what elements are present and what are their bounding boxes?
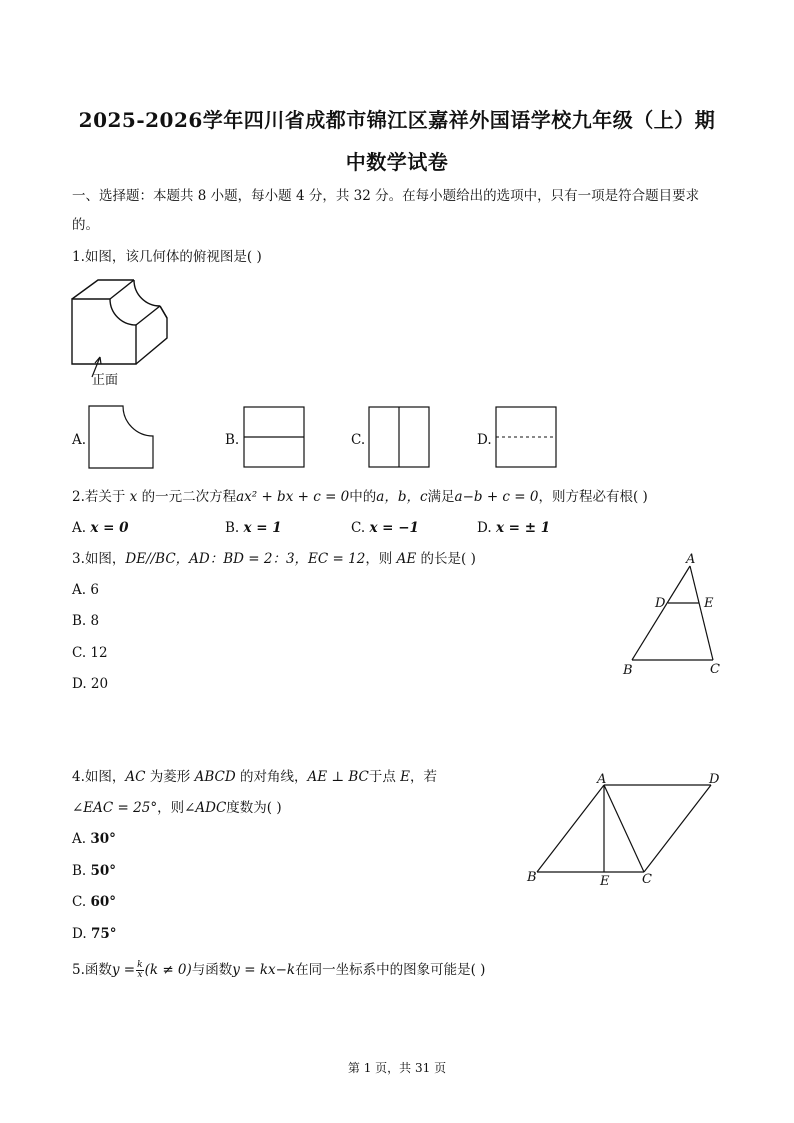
q4-point-e: E xyxy=(400,769,410,785)
q2-mid1: 的一元二次方程 xyxy=(137,489,237,505)
q4-side-ab xyxy=(537,785,604,872)
q4-stem-line1 xyxy=(72,767,437,787)
q4-ac: AC xyxy=(125,769,146,785)
q5-func1-condition: (k ≠ 0) xyxy=(144,962,192,978)
q3-triangle-figure xyxy=(615,548,735,683)
q1-option-b-figure[interactable] xyxy=(243,406,305,468)
q1-option-c-figure[interactable] xyxy=(368,406,430,468)
q4-option-b-label: B. xyxy=(72,863,87,879)
q3-label-a: A xyxy=(686,552,696,567)
q4-perp: AE ⊥ BC xyxy=(307,769,369,785)
q2-equation1: ax² + bx + c = 0 xyxy=(236,489,350,505)
q3-option-d[interactable]: D. 20 xyxy=(72,676,109,692)
q5-stem xyxy=(72,960,485,984)
q2-option-b[interactable] xyxy=(225,518,282,538)
q4-angle-adc: ∠ADC xyxy=(184,800,227,816)
q4-mid: 为菱形 xyxy=(145,769,195,785)
page-title-line1: 2025-2026学年四川省成都市锦江区嘉祥外国语学校九年级（上）期 xyxy=(78,108,716,132)
q3-ae: AE xyxy=(396,551,417,567)
q3-side-ac xyxy=(690,566,713,660)
q3-suffix: 的长是( ) xyxy=(416,551,476,567)
q4-option-a-label: A. xyxy=(72,831,87,847)
q4-label-a: A xyxy=(597,772,607,787)
q4-line2-suffix: 度数为( ) xyxy=(226,800,282,816)
q5-suffix: 在同一坐标系中的图象可能是( ) xyxy=(295,962,486,978)
q1-option-a-label[interactable]: A. xyxy=(72,432,87,448)
q2-equation2: a−b + c = 0 xyxy=(454,489,539,505)
q5-func2: y = kx−k xyxy=(232,962,296,978)
q3-side-ab xyxy=(632,566,690,660)
q3-label-c: C xyxy=(710,662,720,677)
q4-option-a[interactable] xyxy=(72,829,116,849)
q2-option-d[interactable] xyxy=(477,518,550,538)
q1-front-label: 正面 xyxy=(92,373,119,388)
q3-mid: ，则 xyxy=(365,551,397,567)
q4-angle-eac: ∠EAC = 25° xyxy=(72,800,158,816)
q3-option-c[interactable]: C. 12 xyxy=(72,645,108,661)
q4-option-b[interactable] xyxy=(72,861,116,881)
q5-func1-lhs: y = xyxy=(111,962,136,978)
q4-option-b-value: 50° xyxy=(90,863,117,879)
q2-option-d-value: x = ± 1 xyxy=(495,520,551,536)
q2-option-c-label: C. xyxy=(351,520,366,536)
q1-option-d-label[interactable]: D. xyxy=(477,432,492,448)
q3-label-e: E xyxy=(704,596,714,611)
q4-prefix: 4.如图， xyxy=(72,769,126,785)
q4-option-c[interactable] xyxy=(72,892,116,912)
q3-prefix: 3.如图， xyxy=(72,551,126,567)
q2-vars: a，b，c xyxy=(376,489,428,505)
q2-option-d-label: D. xyxy=(477,520,492,536)
q4-stem-line2 xyxy=(72,798,282,818)
q2-option-c-value: x = −1 xyxy=(369,520,419,536)
q3-condition: DE//BC，AD：BD = 2：3，EC = 12 xyxy=(125,551,366,567)
page-title-line2: 中数学试卷 xyxy=(345,150,449,174)
q4-option-a-value: 30° xyxy=(90,831,116,847)
q3-label-b: B xyxy=(623,663,633,678)
q3-stem xyxy=(72,549,476,569)
q5-fraction xyxy=(136,961,143,980)
q4-option-c-label: C. xyxy=(72,894,87,910)
q2-option-a-value: x = 0 xyxy=(90,520,129,536)
q2-stem xyxy=(72,487,648,507)
q1-option-b-label[interactable]: B. xyxy=(225,432,240,448)
q2-option-a[interactable] xyxy=(72,518,129,538)
q2-suffix: ，则方程必有根( ) xyxy=(538,489,648,505)
q4-abcd: ABCD xyxy=(194,769,236,785)
q1-option-c-label[interactable]: C. xyxy=(351,432,366,448)
q4-diagonal-ac xyxy=(604,785,644,872)
q1-solid-figure xyxy=(70,278,180,378)
q4-label-b: B xyxy=(527,870,537,885)
q1-option-d-figure[interactable] xyxy=(495,406,557,468)
q2-option-b-value: x = 1 xyxy=(243,520,282,536)
section1-instructions-line1: 一、选择题：本题共 8 小题，每小题 4 分，共 32 分。在每小题给出的选项中，只有一项是符合题目要求 xyxy=(72,188,700,204)
q4-label-e: E xyxy=(600,874,610,889)
q4-option-c-value: 60° xyxy=(90,894,116,910)
q5-frac-numerator: k xyxy=(137,960,143,970)
q4-mid2: 的对角线， xyxy=(235,769,308,785)
q4-rhombus-figure xyxy=(522,766,727,891)
q2-mid3: 满足 xyxy=(427,489,455,505)
q4-option-d[interactable] xyxy=(72,924,116,944)
page-footer: 第 1 页，共 31 页 xyxy=(347,1061,447,1075)
q2-mid2: 中的 xyxy=(349,489,377,505)
q2-prefix: 2.若关于 xyxy=(72,489,130,505)
q4-side-dc xyxy=(644,785,711,872)
q5-prefix: 5.函数 xyxy=(72,962,112,978)
section1-instructions-line2: 的。 xyxy=(72,217,99,233)
q4-label-d: D xyxy=(709,772,720,787)
q4-mid3: 于点 xyxy=(368,769,401,785)
q3-option-b[interactable]: B. 8 xyxy=(72,613,100,629)
q2-option-c[interactable] xyxy=(351,518,419,538)
q4-option-d-value: 75° xyxy=(90,926,117,942)
q1-option-a-figure[interactable] xyxy=(88,405,154,469)
q2-option-a-label: A. xyxy=(72,520,87,536)
q2-var-x: x xyxy=(129,489,138,505)
q4-label-c: C xyxy=(642,872,652,887)
q4-line2-mid: ，则 xyxy=(157,800,185,816)
q2-option-b-label: B. xyxy=(225,520,240,536)
q3-option-a[interactable]: A. 6 xyxy=(72,582,99,598)
q1-stem: 1.如图，该几何体的俯视图是( ) xyxy=(72,249,262,265)
q4-line1-suffix: ，若 xyxy=(410,769,437,785)
q5-frac-denominator: x xyxy=(137,970,143,980)
q4-option-d-label: D. xyxy=(72,926,87,942)
q3-label-d: D xyxy=(655,596,666,611)
q5-mid: 与函数 xyxy=(191,962,233,978)
